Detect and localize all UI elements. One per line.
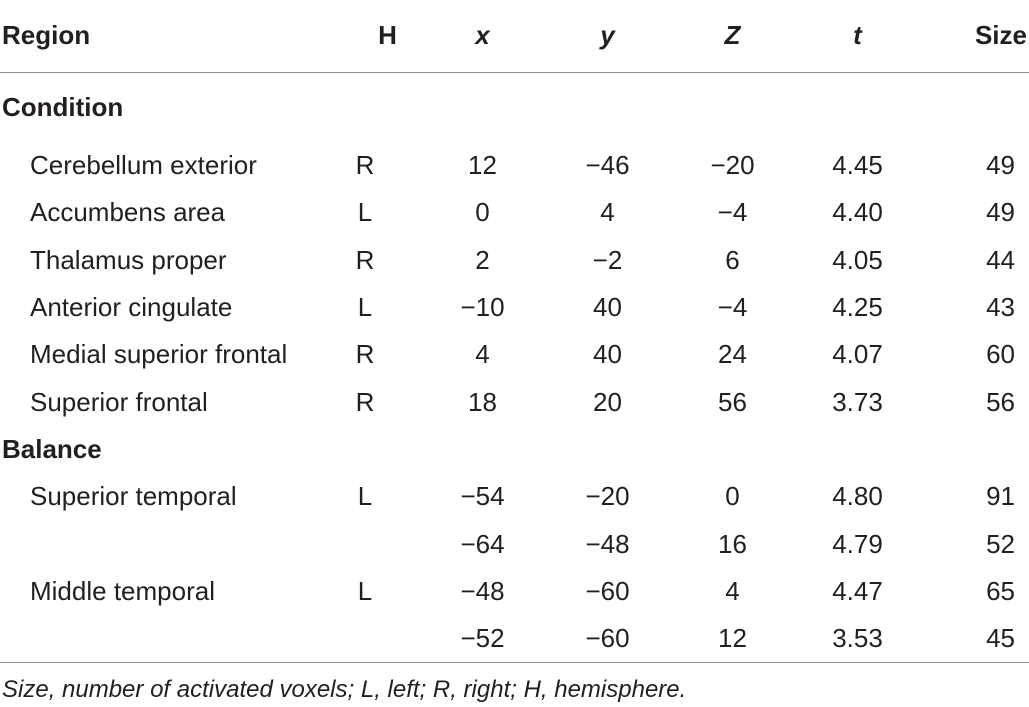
cell-y: −60 xyxy=(585,575,630,606)
cell-y: −60 xyxy=(545,615,670,662)
table-row xyxy=(0,520,1029,567)
table-row xyxy=(0,615,1029,662)
cell-z: 24 xyxy=(718,339,747,370)
cell-t: 4.80 xyxy=(832,481,883,512)
cell-size: 56 xyxy=(986,386,1015,417)
cell-hemisphere-value: L xyxy=(357,292,373,323)
section-row-condition xyxy=(0,72,1029,142)
cell-hemisphere xyxy=(355,189,420,236)
cell-x: −10 xyxy=(460,292,505,323)
header-y: y xyxy=(545,0,670,72)
cell-t: 4.40 xyxy=(832,197,883,228)
table-header xyxy=(0,0,1029,72)
table-footnote: Size, number of activated voxels; L, left; R, right; H, hemisphere. xyxy=(2,676,687,703)
cell-x: 0 xyxy=(475,197,490,228)
cell-region: Accumbens area xyxy=(30,197,226,228)
cell-hemisphere-value: R xyxy=(355,339,375,370)
cell-y: −48 xyxy=(585,528,630,559)
cell-hemisphere xyxy=(355,568,420,615)
header-z: Z xyxy=(670,0,795,72)
cell-x: −54 xyxy=(460,481,505,512)
cell-z: −4 xyxy=(717,292,748,323)
cell-t: 4.79 xyxy=(832,528,883,559)
cell-t: 4.05 xyxy=(832,244,883,275)
cell-size: 52 xyxy=(986,528,1015,559)
table-row xyxy=(0,189,1029,236)
cell-z: −4 xyxy=(717,197,748,228)
cell-x: 4 xyxy=(475,339,490,370)
cell-y: 40 xyxy=(593,292,622,323)
cell-hemisphere-value: R xyxy=(355,386,375,417)
cell-hemisphere-value: R xyxy=(355,244,375,275)
cell-x: 18 xyxy=(468,386,497,417)
cell-hemisphere xyxy=(355,520,420,567)
cell-hemisphere xyxy=(355,331,420,378)
table-row xyxy=(0,142,1029,189)
cell-y: −46 xyxy=(585,150,630,181)
cell-y: 20 xyxy=(593,386,622,417)
cell-z: 4 xyxy=(725,575,740,606)
cell-t: 3.53 xyxy=(795,615,920,662)
section-title: Condition xyxy=(2,91,124,122)
cell-hemisphere xyxy=(355,142,420,189)
cell-y: −20 xyxy=(585,481,630,512)
cell-region: Superior frontal xyxy=(30,386,208,417)
section-title: Balance xyxy=(2,433,102,464)
cell-hemisphere xyxy=(355,473,420,520)
table-row xyxy=(0,568,1029,615)
cell-x: −48 xyxy=(460,575,505,606)
cell-region xyxy=(0,520,355,567)
table-row xyxy=(0,378,1029,425)
cell-region xyxy=(0,615,355,662)
cell-t: 4.25 xyxy=(832,292,883,323)
header-region: Region xyxy=(0,0,355,72)
cell-region: Medial superior frontal xyxy=(30,339,288,370)
cell-region: Superior temporal xyxy=(30,481,237,512)
table-row xyxy=(0,284,1029,331)
header-row xyxy=(0,0,1029,72)
cell-z: 12 xyxy=(670,615,795,662)
cell-size: 45 xyxy=(920,615,1029,662)
cell-t: 3.73 xyxy=(832,386,883,417)
cell-hemisphere-value: L xyxy=(357,197,373,228)
cell-hemisphere xyxy=(355,284,420,331)
cell-y: 4 xyxy=(600,197,615,228)
cell-size: 43 xyxy=(986,292,1015,323)
cell-x: −64 xyxy=(460,528,505,559)
cell-hemisphere xyxy=(355,615,420,662)
header-hemisphere: H xyxy=(355,0,420,72)
cell-hemisphere xyxy=(355,237,420,284)
cell-t: 4.07 xyxy=(832,339,883,370)
header-size: Size xyxy=(920,0,1029,72)
header-x: x xyxy=(420,0,545,72)
cell-x: −52 xyxy=(420,615,545,662)
cell-y: −2 xyxy=(592,244,623,275)
header-t: t xyxy=(795,0,920,72)
table-body xyxy=(0,72,1029,662)
cell-size: 91 xyxy=(986,481,1015,512)
cell-z: 56 xyxy=(718,386,747,417)
cell-hemisphere xyxy=(355,378,420,425)
cell-t: 4.45 xyxy=(832,150,883,181)
cell-region: Cerebellum exterior xyxy=(30,150,257,181)
cell-size: 49 xyxy=(986,150,1015,181)
section-row-balance xyxy=(0,426,1029,473)
cell-size: 49 xyxy=(986,197,1015,228)
cell-region: Anterior cingulate xyxy=(30,292,233,323)
cell-z: 16 xyxy=(718,528,747,559)
cell-size: 65 xyxy=(986,575,1015,606)
cell-x: 12 xyxy=(468,150,497,181)
cell-z: 6 xyxy=(725,244,740,275)
cell-size: 44 xyxy=(986,244,1015,275)
cell-region: Thalamus proper xyxy=(30,244,227,275)
cell-t: 4.47 xyxy=(832,575,883,606)
cell-z: −20 xyxy=(710,150,755,181)
cell-x: 2 xyxy=(475,244,490,275)
cell-size: 60 xyxy=(986,339,1015,370)
table-row xyxy=(0,237,1029,284)
cell-region: Middle temporal xyxy=(30,575,215,606)
cell-y: 40 xyxy=(593,339,622,370)
cell-hemisphere-value: L xyxy=(357,575,373,606)
table-row xyxy=(0,331,1029,378)
cell-z: 0 xyxy=(725,481,740,512)
cell-hemisphere-value: L xyxy=(357,481,373,512)
table-row xyxy=(0,473,1029,520)
cell-hemisphere-value: R xyxy=(355,150,375,181)
